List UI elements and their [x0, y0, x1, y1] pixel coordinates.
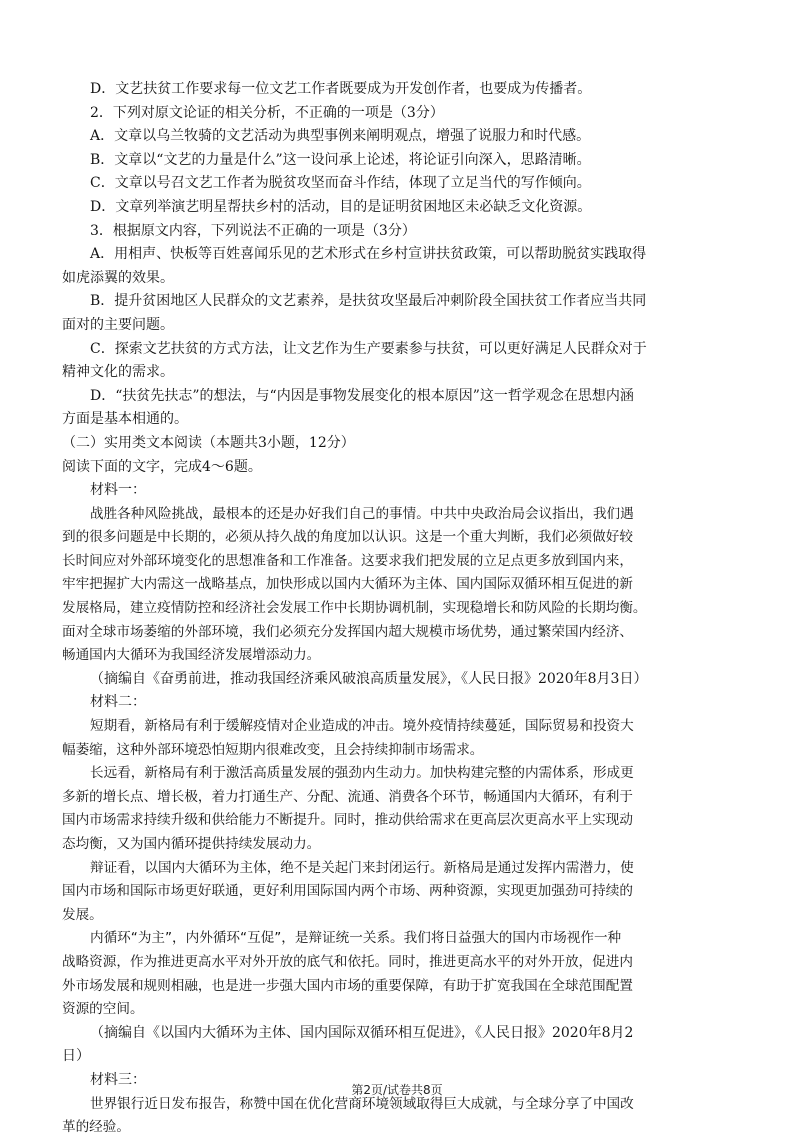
material-2-line: 资源的空间。 [62, 1001, 144, 1018]
q2-option-b: B．文章以“文艺的力量是什么”这一设问承上论述，将论证引向深入，思路清晰。 [90, 151, 591, 168]
material-2-label: 材料二： [90, 694, 146, 711]
material-1-line: 牢牢把握扩大内需这一战略基点，加快形成以国内大循环为主体、国内国际双循环相互促进的新 [62, 576, 633, 593]
q1-option-d: D．文艺扶贫工作要求每一位文艺工作者既要成为开发创作者，也要成为传播者。 [90, 81, 592, 97]
page-footer: 第2页/试卷共8页 [351, 1083, 443, 1097]
q2-stem: 2．下列对原文论证的相关分析，不正确的一项是（3分） [90, 104, 444, 121]
q3-option-d-line-2: 方面是基本相通的。 [62, 411, 188, 428]
material-2-source: （摘编自《以国内大循环为主体、国内国际双循环相互促进》，《人民日报》2020年8月2 [90, 1024, 634, 1041]
q3-option-b-line-2: 面对的主要问题。 [62, 316, 174, 333]
q3-option-c-line-2: 精神文化的需求。 [62, 364, 174, 381]
q3-option-a-line-1: A．用相声、快板等百姓喜闻乐见的艺术形式在乡村宣讲扶贫政策，可以帮助脱贫实践取得 [90, 246, 647, 263]
material-1-line: 战胜各种风险挑战，最根本的还是办好我们自己的事情。中共中央政治局会议指出，我们遇 [90, 505, 634, 522]
q3-option-b-line-1: B．提升贫困地区人民群众的文艺素养，是扶贫攻坚最后冲刺阶段全国扶贫工作者应当共同 [90, 293, 647, 310]
material-1-line: 畅通国内大循环为我国经济发展增添动力。 [62, 647, 321, 664]
material-1-line: 面对全球市场萎缩的外部环境，我们必须充分发挥国内超大规模市场优势，通过繁荣国内经济、 [62, 623, 633, 640]
q3-stem: 3．根据原文内容，下列说法不正确的一项是（3分） [90, 222, 416, 239]
material-1-line: 长时间应对外部环境变化的思想准备和工作准备。这要求我们把发展的立足点更多放到国内来， [62, 552, 633, 569]
q3-option-c-line-1: C．探索文艺扶贫的方式方法，让文艺作为生产要素参与扶贫，可以更好满足人民群众对于 [90, 340, 647, 357]
material-2-line: 辩证看，以国内大循环为主体，绝不是关起门来封闭运行。新格局是通过发挥内需潜力，使 [90, 859, 634, 876]
section-2-instruction: 阅读下面的文字，完成4～6题。 [62, 458, 262, 475]
material-2-line: 内循环“为主”，内外循环“互促”，是辩证统一关系。我们将日益强大的国内市场视作一种 [90, 930, 622, 947]
material-3-label: 材料三： [90, 1071, 146, 1088]
material-3-line: 革的经验。 [62, 1119, 130, 1136]
material-1-source: （摘编自《奋勇前进，推动我国经济乘风破浪高质量发展》，《人民日报》2020年8月3日） [90, 670, 648, 687]
material-1-line: 发展格局，建立疫情防控和经济社会发展工作中长期协调机制，实现稳增长和防风险的长期均衡。 [62, 600, 647, 617]
material-2-source-cont: 日） [62, 1048, 90, 1065]
q2-option-d: D．文章列举演艺明星帮扶乡村的活动，目的是证明贫困地区未必缺乏文化资源。 [90, 198, 592, 215]
material-2-line: 战略资源，作为推进更高水平对外开放的底气和依托。同时，推进更高水平的对外开放，促进内 [62, 953, 633, 970]
material-2-line: 发展。 [62, 906, 103, 923]
material-2-line: 态均衡，又为国内循环提供持续发展动力。 [62, 836, 321, 852]
q3-option-d-line-1: D．“扶贫先扶志”的想法，与“内因是事物发展变化的根本原因”这一哲学观念在思想内涵 [90, 387, 634, 404]
material-2-line: 短期看，新格局有利于缓解疫情对企业造成的冲击。境外疫情持续蔓延，国际贸易和投资大 [90, 718, 634, 735]
material-2-line: 长远看，新格局有利于激活高质量发展的强劲内生动力。加快构建完整的内需体系，形成更 [90, 765, 634, 782]
material-3-line: 世界银行近日发布报告，称赞中国在优化营商环境领域取得巨大成就，与全球分享了中国改 [90, 1095, 634, 1112]
section-2-heading: （二）实用类文本阅读（本题共3小题，12分） [62, 434, 355, 451]
exam-page [62, 78, 738, 1140]
material-2-line: 多新的增长点、增长极，着力打通生产、分配、流通、消费各个环节，畅通国内大循环，有利于 [62, 788, 633, 805]
q2-option-c: C．文章以号召文艺工作者为脱贫攻坚而奋斗作结，体现了立足当代的写作倾向。 [90, 175, 591, 192]
material-2-line: 国内市场和国际市场更好联通，更好利用国际国内两个市场、两种资源，实现更加强劲可持续的 [62, 883, 633, 900]
material-2-line: 幅萎缩，这种外部环境恐怕短期内很难改变，且会持续抑制市场需求。 [62, 741, 484, 758]
material-1-line: 到的很多问题是中长期的，必须从持久战的角度加以认识。这是一个重大判断，我们必须做好较 [62, 529, 633, 546]
q3-option-a-line-2: 如虎添翼的效果。 [62, 269, 174, 286]
material-2-line: 国内市场需求持续升级和供给能力不断提升。同时，推动供给需求在更高层次更高水平上实现动 [62, 812, 633, 829]
q2-option-a: A．文章以乌兰牧骑的文艺活动为典型事例来阐明观点，增强了说服力和时代感。 [90, 128, 591, 145]
material-1-label: 材料一： [90, 482, 146, 499]
material-2-line: 外市场发展和规则相融，也是进一步强大国内市场的重要保障，有助于扩宽我国在全球范围配置 [62, 977, 633, 994]
